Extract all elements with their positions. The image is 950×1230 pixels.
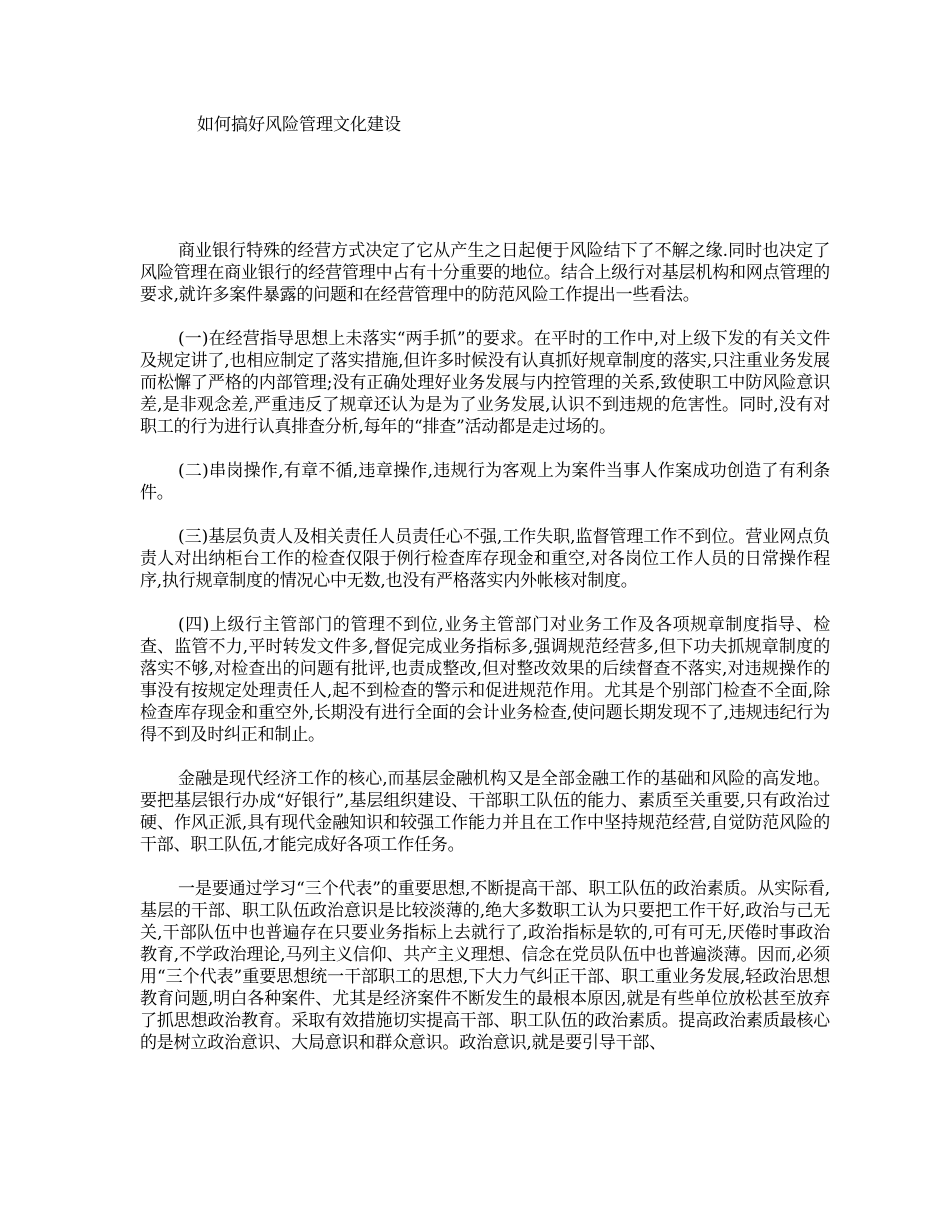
paragraph-finance-core: 金融是现代经济工作的核心,而基层金融机构又是全部金融工作的基础和风险的高发地。要把基层银行办成“好银行”,基层组织建设、干部职工队伍的能力、素质至关重要,只有政治过硬、作风正派,具有现代金融知识和较强工作能力并且在工作中坚持规范经营,自觉防范风险的干部、职工队伍,才能完成好各项工作任务。 [140,769,830,855]
paragraph-point-1: (一)在经营指导思想上未落实“两手抓”的要求。在平时的工作中,对上级下发的有关文件及规定讲了,也相应制定了落实措施,但许多时候没有认真抓好规章制度的落实,只注重业务发展而松懈了严格的内部管理;没有正确处理好业务发展与内控管理的关系,致使职工中防风险意识差,是非观念差,严重违反了规章还认为是为了业务发展,认识不到违规的危害性。同时,没有对职工的行为进行认真排查分析,每年的“排查”活动都是走过场的。 [140,329,830,437]
document-body [140,240,830,1076]
paragraph-point-3: (三)基层负责人及相关责任人员责任心不强,工作失职,监督管理工作不到位。营业网点负责人对出纳柜台工作的检查仅限于例行检查库存现金和重空,对各岗位工作人员的日常操作程序,执行规章制度的情况心中无数,也没有严格落实内外帐核对制度。 [140,527,830,591]
document-title: 如何搞好风险管理文化建设 [197,115,401,135]
paragraph-measure-1: 一是要通过学习“三个代表”的重要思想,不断提高干部、职工队伍的政治素质。从实际看,基层的干部、职工队伍政治意识是比较淡薄的,绝大多数职工认为只要把工作干好,政治与己无关,干部队伍中也普遍存在只要业务指标上去就行了,政治指标是软的,可有可无,厌倦时事政治教育,不学政治理论,马列主义信仰、共产主义理想、信念在党员队伍中也普遍淡薄。因而,必须用“三个代表”重要思想统一干部职工的思想,下大力气纠正干部、职工重业务发展,轻政治思想教育问题,明白各种案件、尤其是经济案件不断发生的最根本原因,就是有些单位放松甚至放弃了抓思想政治教育。采取有效措施切实提高干部、职工队伍的政治素质。提高政治素质最核心的是树立政治意识、大局意识和群众意识。政治意识,就是要引导干部、 [140,879,830,1053]
paragraph-point-2: (二)串岗操作,有章不循,违章操作,违规行为客观上为案件当事人作案成功创造了有利条件。 [140,461,830,503]
paragraph-point-4: (四)上级行主管部门的管理不到位,业务主管部门对业务工作及各项规章制度指导、检查、监管不力,平时转发文件多,督促完成业务指标多,强调规范经营多,但下功夫抓规章制度的落实不够,对检查出的问题有批评,也责成整改,但对整改效果的后续督查不落实,对违规操作的事没有按规定处理责任人,起不到检查的警示和促进规范作用。尤其是个别部门检查不全面,除检查库存现金和重空外,长期没有进行全面的会计业务检查,使问题长期发现不了,违规违纪行为得不到及时纠正和制止。 [140,615,830,745]
paragraph-intro: 商业银行特殊的经营方式决定了它从产生之日起便于风险结下了不解之缘.同时也决定了风险管理在商业银行的经营管理中占有十分重要的地位。结合上级行对基层机构和网点管理的要求,就许多案件暴露的问题和在经营管理中的防范风险工作提出一些看法。 [140,241,830,305]
